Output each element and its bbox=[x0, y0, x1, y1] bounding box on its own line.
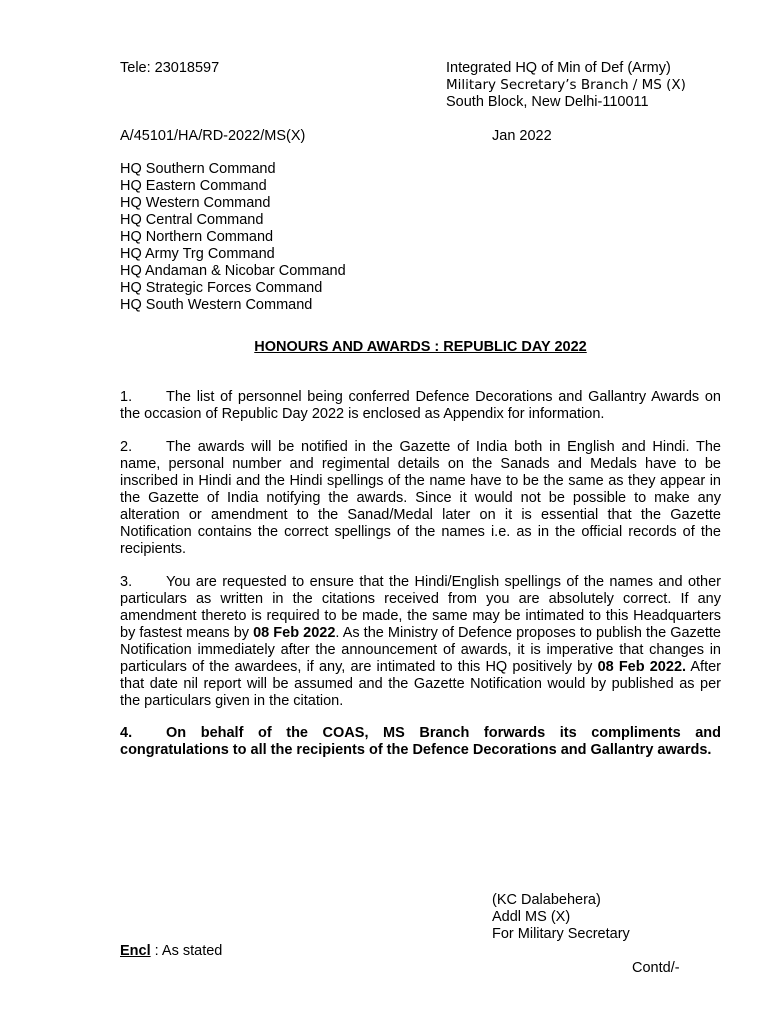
organisation-block bbox=[446, 60, 686, 111]
paragraph-3 bbox=[120, 574, 721, 710]
addressee-item: HQ Andaman & Nicobar Command bbox=[120, 263, 346, 279]
paragraph-number: 3. bbox=[120, 574, 133, 590]
org-line-2: Military Secretary’s Branch / MS (X) bbox=[446, 77, 686, 93]
letter-subject-title: HONOURS AND AWARDS : REPUBLIC DAY 2022 bbox=[254, 339, 587, 355]
addressee-item: HQ Eastern Command bbox=[120, 178, 267, 194]
enclosure-note bbox=[120, 943, 222, 960]
reference-number: A/45101/HA/RD-2022/MS(X) bbox=[120, 128, 306, 144]
signatory-designation: Addl MS (X) bbox=[492, 909, 571, 925]
addressee-item: HQ Western Command bbox=[120, 195, 271, 211]
paragraph-text-b: . As the Ministry of Defence proposes to publish the Gazette Notification immediately after the announcement of awards, it is imperative that changes in particulars of the awardees, if any, are intimated to this HQ positively by bbox=[120, 625, 721, 675]
org-line-3: South Block, New Delhi-110011 bbox=[446, 94, 649, 110]
addressee-item: HQ Strategic Forces Command bbox=[120, 280, 323, 296]
letter-date: Jan 2022 bbox=[492, 128, 552, 144]
addressee-item: HQ Northern Command bbox=[120, 229, 274, 245]
enclosure-value: : As stated bbox=[150, 943, 223, 959]
paragraph-text: The awards will be notified in the Gazette of India both in English and Hindi. The name, personal number and regimental details on the Sanads and Medals have to be inscribed in Hindi and the Hindi spellings of the name have to be the same as they appear in the Gazette of India notifying the awards. Since it would not be possible to make any alteration or amendment to the Sanad/Medal later on it is essential that the Gazette Notification contains the correct spellings of the names i.e. as in the official records of the recipients. bbox=[120, 439, 721, 557]
paragraph-text: On behalf of the COAS, MS Branch forwards its compliments and congratulations to all the recipients of the Defence Decorations and Gallantry awards. bbox=[120, 725, 721, 758]
paragraph-number: 1. bbox=[120, 389, 133, 405]
signature-block bbox=[492, 892, 630, 943]
addressee-item: HQ Army Trg Command bbox=[120, 246, 275, 262]
org-line-1: Integrated HQ of Min of Def (Army) bbox=[446, 60, 671, 76]
deadline-date: 08 Feb 2022. bbox=[597, 659, 687, 675]
addressee-item: HQ South Western Command bbox=[120, 297, 313, 313]
paragraph-2 bbox=[120, 439, 721, 558]
enclosure-label: Encl bbox=[120, 943, 151, 959]
paragraph-number: 4. bbox=[120, 725, 133, 741]
addressee-item: HQ Southern Command bbox=[120, 161, 276, 177]
continued-marker: Contd/- bbox=[632, 960, 680, 976]
paragraph-text-c: After that date nil report will be assumed and the Gazette Notification would by published as per the particulars given in the citation. bbox=[120, 659, 721, 709]
telephone-number: Tele: 23018597 bbox=[120, 60, 220, 76]
paragraph-text-a: You are requested to ensure that the Hindi/English spellings of the names and other particulars as written in the citations received from you are absolutely correct. If any amendment thereto is required to be made, the same may be intimated to this Headquarters by fastest means by bbox=[120, 574, 721, 641]
paragraph-number: 2. bbox=[120, 439, 133, 455]
signatory-for: For Military Secretary bbox=[492, 926, 630, 942]
signatory-name: (KC Dalabehera) bbox=[492, 892, 601, 908]
addressee-item: HQ Central Command bbox=[120, 212, 264, 228]
paragraph-1 bbox=[120, 389, 721, 423]
paragraph-4 bbox=[120, 725, 721, 759]
addressee-list bbox=[120, 161, 346, 314]
deadline-date: 08 Feb 2022 bbox=[253, 625, 336, 641]
paragraph-text: The list of personnel being conferred Defence Decorations and Gallantry Awards on the occasion of Republic Day 2022 is enclosed as Appendix for information. bbox=[120, 389, 721, 422]
